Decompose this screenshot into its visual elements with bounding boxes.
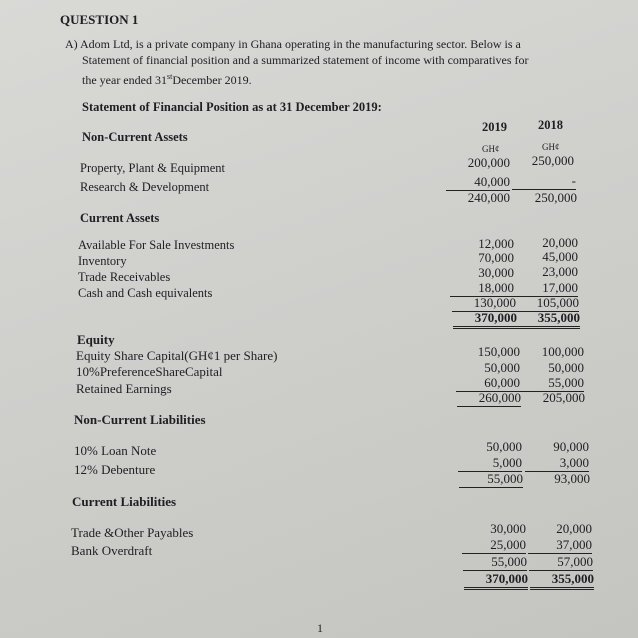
currency-2019: GH¢: [482, 144, 500, 154]
column-2018: 2018: [538, 118, 563, 132]
ca-2019-2: 30,000: [478, 265, 514, 280]
nca-label-1: Research & Development: [80, 180, 210, 194]
nca-2019-0: 200,000: [467, 155, 510, 170]
eq-2019-2: 60,000: [456, 375, 520, 392]
cl-label-0: Trade &Other Payables: [71, 525, 194, 540]
eq-total-2019: 260,000: [457, 390, 521, 407]
cl-grand-total-2018: 355,000: [530, 571, 594, 590]
ca-grand-total-2018: 355,000: [516, 310, 580, 329]
ncl-total-2018: 93,000: [554, 471, 590, 486]
ncl-label-0: 10% Loan Note: [74, 443, 157, 458]
intro-line-1: A) Adom Ltd, is a private company in Ghana operating in the manufacturing sector. Below is a: [65, 37, 521, 51]
nca-label-0: Property, Plant & Equipment: [80, 161, 226, 175]
nca-total-2018: 250,000: [534, 190, 577, 205]
ca-grand-total-2019: 370,000: [453, 310, 517, 329]
ncl-2018-1: 3,000: [525, 455, 589, 472]
ca-2019-0: 12,000: [478, 236, 514, 251]
ca-label-0: Available For Sale Investments: [78, 238, 235, 252]
statement-title: Statement of Financial Position as at 31 December 2019:: [82, 100, 382, 114]
eq-label-1: 10%PreferenceShareCapital: [76, 364, 223, 379]
ncl-total-2019: 55,000: [459, 471, 523, 488]
ca-label-3: Cash and Cash equivalents: [78, 286, 213, 300]
cl-2018-0: 20,000: [556, 521, 592, 536]
eq-2018-0: 100,000: [541, 344, 584, 359]
cl-2018-1: 37,000: [528, 537, 592, 554]
eq-2019-1: 50,000: [484, 360, 520, 375]
ca-label-2: Trade Receivables: [78, 270, 171, 284]
intro-line-3-end: December 2019.: [172, 73, 252, 87]
cl-2019-1: 25,000: [462, 537, 526, 554]
nca-total-2019: 240,000: [467, 190, 510, 205]
question-title: QUESTION 1: [60, 12, 139, 27]
ca-2018-3: 17,000: [514, 280, 578, 297]
ca-label-1: Inventory: [78, 254, 127, 268]
column-2019: 2019: [482, 120, 507, 134]
ca-2019-3: 18,000: [450, 280, 514, 297]
cl-total-2019: 55,000: [463, 554, 527, 571]
eq-2019-0: 150,000: [477, 344, 520, 359]
ca-2018-0: 20,000: [542, 235, 578, 250]
ca-total-2018: 105,000: [515, 295, 579, 312]
cl-label-1: Bank Overdraft: [71, 543, 153, 558]
ncl-heading: Non-Current Liabilities: [74, 412, 206, 427]
eq-total-2018: 205,000: [542, 390, 585, 405]
eq-label-2: Retained Earnings: [76, 381, 172, 396]
ca-2019-1: 70,000: [478, 250, 514, 265]
ncl-2019-1: 5,000: [458, 455, 522, 472]
eq-label-0: Equity Share Capital(GH¢1 per Share): [76, 348, 278, 363]
current-assets-heading: Current Assets: [80, 211, 160, 225]
currency-2018: GH¢: [542, 142, 560, 152]
intro-line-3-sup: st: [166, 72, 173, 81]
nca-2018-0: 250,000: [531, 153, 574, 168]
ncl-label-1: 12% Debenture: [74, 462, 156, 477]
cl-total-2018: 57,000: [529, 554, 593, 571]
nca-2019-1: 40,000: [446, 174, 510, 191]
cl-grand-total-2019: 370,000: [464, 571, 528, 590]
cl-2019-0: 30,000: [490, 521, 526, 536]
eq-2018-1: 50,000: [548, 360, 584, 375]
page-number: 1: [317, 621, 323, 635]
ncl-2018-0: 90,000: [553, 439, 589, 454]
nca-2018-1: -: [512, 173, 576, 190]
equity-heading: Equity: [77, 332, 115, 347]
intro-line-3-start: the year ended 31: [82, 73, 167, 87]
intro-line-3: [82, 69, 252, 88]
eq-2018-2: 55,000: [520, 375, 584, 392]
ncl-2019-0: 50,000: [486, 439, 522, 454]
intro-line-2: Statement of financial position and a summarized statement of income with comparatives for: [82, 53, 529, 67]
ca-total-2019: 130,000: [452, 295, 516, 312]
ca-2018-2: 23,000: [542, 264, 578, 279]
non-current-assets-heading: Non-Current Assets: [82, 130, 188, 144]
ca-2018-1: 45,000: [542, 249, 578, 264]
cl-heading: Current Liabilities: [72, 494, 177, 509]
